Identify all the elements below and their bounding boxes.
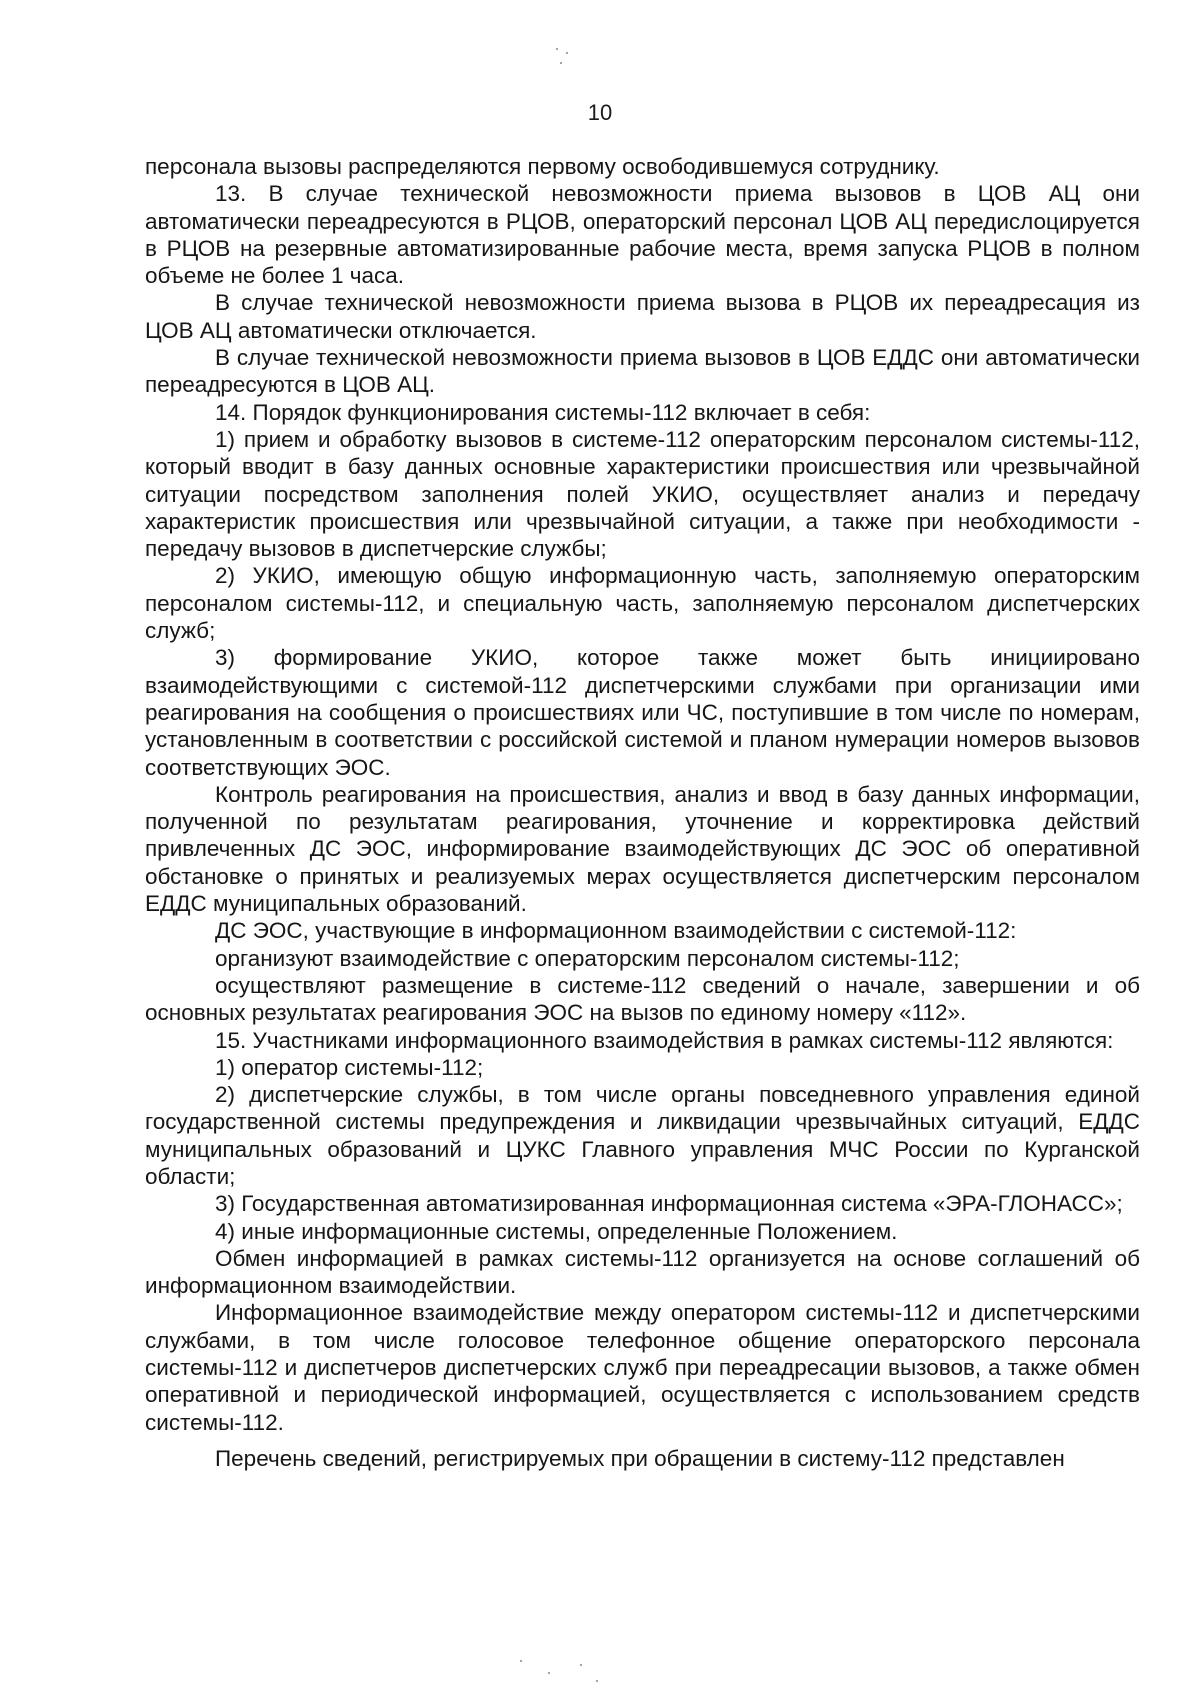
paragraph-8: 3) формирование УКИО, которое также может быть инициировано взаимодействующими с системой-112 диспетчерскими службами при организации ими реагирования на сообщения о происшествиях или ЧС, поступившие в том числе по номерам, установленным в соответствии с российской системой и планом нумерации номеров вызовов соответствующих ЭОС. (145, 645, 1140, 780)
scan-speck (566, 52, 568, 54)
document-body (145, 153, 1140, 1472)
paragraph-17: 4) иные информационные системы, определенные Положением. (215, 1218, 898, 1244)
paragraph-16: 3) Государственная автоматизированная информационная система «ЭРА-ГЛОНАСС»; (215, 1191, 1123, 1217)
paragraph-4: В случае технической невозможности приема вызовов в ЦОВ ЕДДС они автоматически переадресуются в ЦОВ АЦ. (145, 345, 1140, 398)
scan-speck (580, 1664, 582, 1666)
paragraph-7: 2) УКИО, имеющую общую информационную часть, заполняемую операторским персоналом системы-112, и специальную часть, заполняемую персоналом диспетчерских служб; (145, 563, 1140, 644)
scan-speck (556, 48, 558, 50)
page-number: 10 (587, 100, 613, 125)
paragraph-10: ДС ЭОС, участвующие в информационном взаимодействии с системой-112: (215, 918, 1017, 944)
paragraph-3: В случае технической невозможности приема вызова в РЦОВ их переадресация из ЦОВ АЦ автоматически отключается. (145, 290, 1140, 343)
scan-speck (596, 1680, 598, 1682)
paragraph-18: Обмен информацией в рамках системы-112 организуется на основе соглашений об информационном взаимодействии. (145, 1245, 1140, 1299)
paragraph-5: 14. Порядок функционирования системы-112 включает в себя: (215, 399, 871, 425)
paragraph-14: 1) оператор системы-112; (215, 1054, 484, 1080)
paragraph-12: осуществляют размещение в системе-112 сведений о начале, завершении и об основных результатах реагирования ЭОС на вызов по единому номеру «112». (145, 972, 1140, 1026)
paragraph-1: персонала вызовы распределяются первому освободившемуся сотруднику. (145, 154, 940, 179)
paragraph-11: организуют взаимодействие с операторским персоналом системы-112; (215, 945, 960, 971)
paragraph-9: Контроль реагирования на происшествия, анализ и ввод в базу данных информации, полученной по результатам реагирования, уточнение и корректировка действий привлеченных ДС ЭОС, информирование взаимодействующих ДС ЭОС об оперативной обстановке о принятых и реализуемых мерах осуществляется диспетчерским персоналом ЕДДС муниципальных образований. (145, 781, 1140, 917)
scan-speck (560, 62, 562, 64)
paragraph-13: 15. Участниками информационного взаимодействия в рамках системы-112 являются: (215, 1027, 1114, 1053)
paragraph-6: 1) прием и обработку вызовов в системе-112 операторским персоналом системы-112, который вводит в базу данных основные характеристики происшествия или чрезвычайной ситуации посредством заполнения полей УКИО, осуществляет анализ и передачу характеристик происшествия или чрезвычайной ситуации, а также при необходимости - передачу вызовов в диспетчерские службы; (145, 426, 1140, 562)
paragraph-20: Перечень сведений, регистрируемых при обращении в систему-112 представлен (215, 1445, 1065, 1471)
scan-speck (548, 1672, 550, 1674)
paragraph-2: 13. В случае технической невозможности приема вызовов в ЦОВ АЦ они автоматически переадресуются в РЦОВ, операторский персонал ЦОВ АЦ передислоцируется в РЦОВ на резервные автоматизированные рабочие места, время запуска РЦОВ в полном объеме не более 1 часа. (145, 181, 1140, 289)
paragraph-19: Информационное взаимодействие между оператором системы-112 и диспетчерскими службами, в том числе голосовое телефонное общение операторского персонала системы-112 и диспетчеров диспетчерских служб при переадресации вызовов, а также обмен оперативной и периодической информацией, осуществляется с использованием средств системы-112. (145, 1300, 1140, 1435)
scan-speck (520, 1660, 522, 1662)
paragraph-15: 2) диспетчерские службы, в том числе органы повседневного управления единой государственной системы предупреждения и ликвидации чрезвычайных ситуаций, ЕДДС муниципальных образований и ЦУКС Главного управления МЧС России по Курганской области; (145, 1082, 1140, 1189)
